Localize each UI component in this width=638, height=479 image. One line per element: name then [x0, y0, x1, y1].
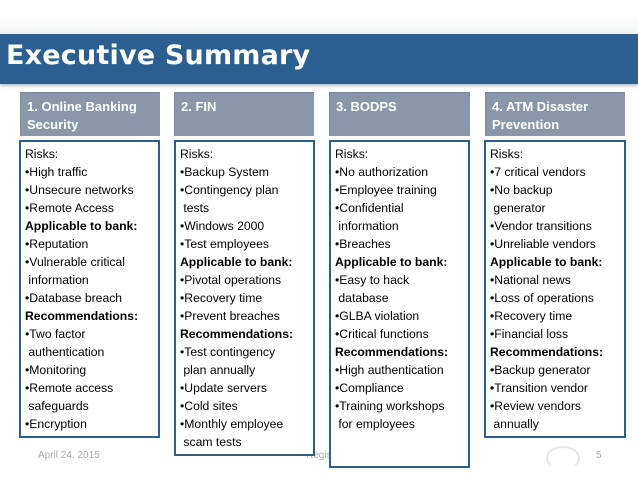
list-item: Risks:	[335, 147, 369, 161]
list-item: •Recovery time	[180, 291, 263, 305]
list-item: information	[25, 273, 89, 287]
list-item: annually	[490, 417, 539, 431]
list-item: •Remote access	[25, 381, 114, 395]
list-item: •Windows 2000	[180, 219, 265, 233]
list-item: •GLBA violation	[335, 309, 420, 323]
column-header-line: 3. BODPS	[336, 99, 397, 114]
list-item: •Two factor	[25, 327, 86, 341]
list-item: •Compliance	[335, 381, 404, 395]
list-item: •Monthly employee	[180, 417, 284, 431]
column-header-line: 4. ATM Disaster	[492, 99, 589, 114]
list-item: •Prevent breaches	[180, 309, 280, 323]
footer-date: April 24, 2015	[38, 450, 100, 461]
column-header-1	[20, 92, 160, 136]
list-item: •Contingency plan	[180, 183, 279, 197]
list-item: scam tests	[180, 435, 242, 449]
section-heading: Applicable to bank:	[180, 255, 293, 269]
list-item: •High authentication	[335, 363, 444, 377]
list-item: •Remote Access	[25, 201, 114, 215]
list-item: authentication	[25, 345, 105, 359]
column-body-4	[484, 140, 626, 438]
column-body-3	[329, 140, 470, 468]
column-body-1	[19, 140, 160, 438]
section-heading: Applicable to bank:	[335, 255, 448, 269]
list-item: •No authorization	[335, 165, 429, 179]
list-item: •High traffic	[25, 165, 88, 179]
column-header-line: Security	[27, 117, 79, 132]
top-band	[0, 0, 638, 34]
list-item: •No backup	[490, 183, 553, 197]
list-item: •Unreliable vendors	[490, 237, 596, 251]
list-item: •Easy to hack	[335, 273, 410, 287]
list-item: •Cold sites	[180, 399, 238, 413]
list-item: •Database breach	[25, 291, 123, 305]
list-item: safeguards	[25, 399, 89, 413]
list-item: •Vendor transitions	[490, 219, 592, 233]
list-item: for employees	[335, 417, 415, 431]
list-item: plan annually	[180, 363, 256, 377]
section-heading: Recommendations:	[180, 327, 294, 341]
section-heading: Recommendations:	[25, 309, 139, 323]
list-item: •Critical functions	[335, 327, 429, 341]
column-body-2	[174, 140, 315, 456]
list-item: •Vulnerable critical	[25, 255, 126, 269]
footer-page-number: 5	[596, 450, 602, 461]
list-item: •Encryption	[25, 417, 87, 431]
slide-title: Executive Summary	[6, 40, 311, 71]
list-item: •Employee training	[335, 183, 437, 197]
list-item: •National news	[490, 273, 571, 287]
list-item: database	[335, 291, 389, 305]
column-header-4	[485, 92, 625, 136]
list-item: information	[335, 219, 399, 233]
column-header-3	[329, 92, 470, 136]
list-item: Risks:	[490, 147, 524, 161]
list-item: •Review vendors	[490, 399, 581, 413]
list-item: •Transition vendor	[490, 381, 588, 395]
section-heading: Applicable to bank:	[490, 255, 603, 269]
column-header-line: 1. Online Banking	[27, 99, 137, 114]
column-header-line: Prevention	[492, 117, 560, 132]
list-item: •Pivotal operations	[180, 273, 282, 287]
list-item: •7 critical vendors	[490, 165, 586, 179]
list-item: •Training workshops	[335, 399, 445, 413]
list-item: •Confidential	[335, 201, 404, 215]
list-item: tests	[180, 201, 210, 215]
section-heading: Applicable to bank:	[25, 219, 138, 233]
list-item: •Loss of operations	[490, 291, 594, 305]
section-heading: Recommendations:	[335, 345, 449, 359]
list-item: Risks:	[25, 147, 59, 161]
list-item: •Monitoring	[25, 363, 87, 377]
list-item: •Unsecure networks	[25, 183, 134, 197]
column-header-line: 2. FIN	[181, 99, 217, 114]
list-item: •Test employees	[180, 237, 269, 251]
list-item: •Breaches	[335, 237, 391, 251]
list-item: •Test contingency	[180, 345, 276, 359]
footer-logo-icon	[546, 446, 580, 470]
section-heading: Recommendations:	[490, 345, 604, 359]
list-item: •Update servers	[180, 381, 267, 395]
list-item: •Recovery time	[490, 309, 573, 323]
list-item: Risks:	[180, 147, 214, 161]
list-item: •Financial loss	[490, 327, 569, 341]
list-item: •Backup generator	[490, 363, 591, 377]
column-header-2	[174, 92, 314, 136]
list-item: •Backup System	[180, 165, 269, 179]
list-item: generator	[490, 201, 546, 215]
list-item: •Reputation	[25, 237, 89, 251]
